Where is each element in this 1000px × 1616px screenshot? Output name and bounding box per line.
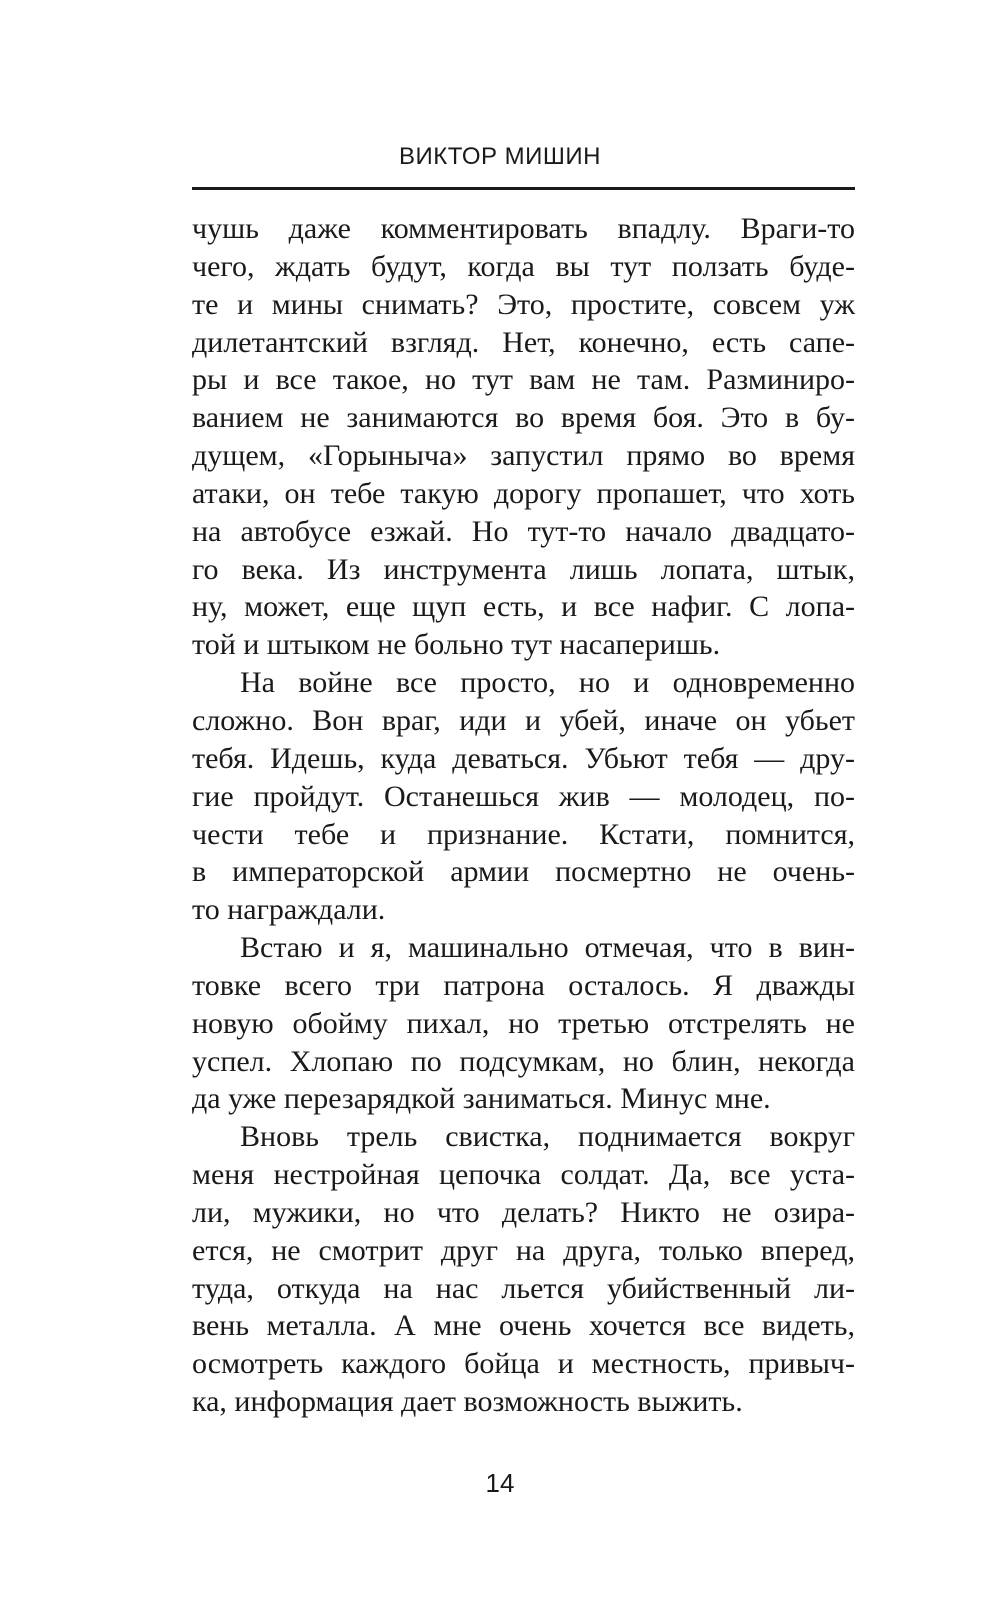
text-line: дилетантский взгляд. Нет, конечно, есть сапе-: [192, 325, 855, 359]
text-line: да уже перезарядкой заниматься. Минус мне.: [192, 1082, 771, 1116]
text-line: чушь даже комментировать впадлу. Враги-то: [192, 212, 855, 245]
text-line: новую обойму пихал, но третью отстрелять не: [192, 1006, 855, 1040]
text-line: товке всего три патрона осталось. Я дважды: [192, 968, 855, 1002]
text-line: го века. Из инструмента лишь лопата, штык,: [192, 552, 855, 586]
text-line: меня нестройная цепочка солдат. Да, все уста-: [192, 1158, 855, 1192]
text-line: ну, может, еще щуп есть, и все нафиг. С лопа-: [192, 590, 855, 624]
text-line: чего, ждать будут, когда вы тут ползать буде-: [192, 249, 855, 283]
text-line: вень металла. А мне очень хочется все видеть,: [192, 1309, 855, 1343]
text-line: ли, мужики, но что делать? Никто не озира-: [192, 1195, 855, 1229]
text-line: ванием не занимаются во время боя. Это в бу-: [192, 401, 855, 435]
text-line: На войне все просто, но и одновременно: [240, 666, 855, 700]
page-number: 14: [485, 1468, 515, 1498]
text-line: сложно. Вон враг, иди и убей, иначе он убьет: [192, 703, 855, 737]
running-header-author: ВИКТОР МИШИН: [399, 143, 601, 170]
text-line: ка, информация дает возможность выжить.: [192, 1385, 743, 1419]
body-text: [192, 210, 855, 1421]
text-line: на автобусе езжай. Но тут-то начало двадцато-: [192, 514, 855, 548]
text-line: той и штыком не больно тут насаперишь.: [192, 628, 721, 662]
text-line: чести тебе и признание. Кстати, помнится,: [192, 817, 855, 851]
text-line: тебя. Идешь, куда деваться. Убьют тебя — дру-: [192, 741, 855, 775]
text-line: Встаю и я, машинально отмечая, что в вин-: [240, 931, 855, 965]
text-line: ры и все такое, но тут вам не там. Разминиро-: [192, 363, 855, 397]
text-line: успел. Хлопаю по подсумкам, но блин, некогда: [192, 1044, 855, 1078]
text-line: атаки, он тебе такую дорогу пропашет, что хоть: [192, 476, 855, 510]
text-line: туда, откуда на нас льется убийственный ли-: [192, 1271, 855, 1305]
text-line: то награждали.: [192, 893, 386, 927]
text-line: те и мины снимать? Это, простите, совсем уж: [192, 287, 855, 321]
header-rule: [192, 187, 855, 190]
text-line: Вновь трель свистка, поднимается вокруг: [240, 1120, 855, 1154]
text-line: в императорской армии посмертно не очень-: [192, 855, 855, 889]
text-line: гие пройдут. Останешься жив — молодец, по-: [192, 779, 855, 813]
text-line: дущем, «Горыныча» запустил прямо во время: [192, 439, 855, 473]
text-line: ется, не смотрит друг на друга, только вперед,: [192, 1233, 855, 1267]
text-line: осмотреть каждого бойца и местность, привыч-: [192, 1347, 855, 1381]
